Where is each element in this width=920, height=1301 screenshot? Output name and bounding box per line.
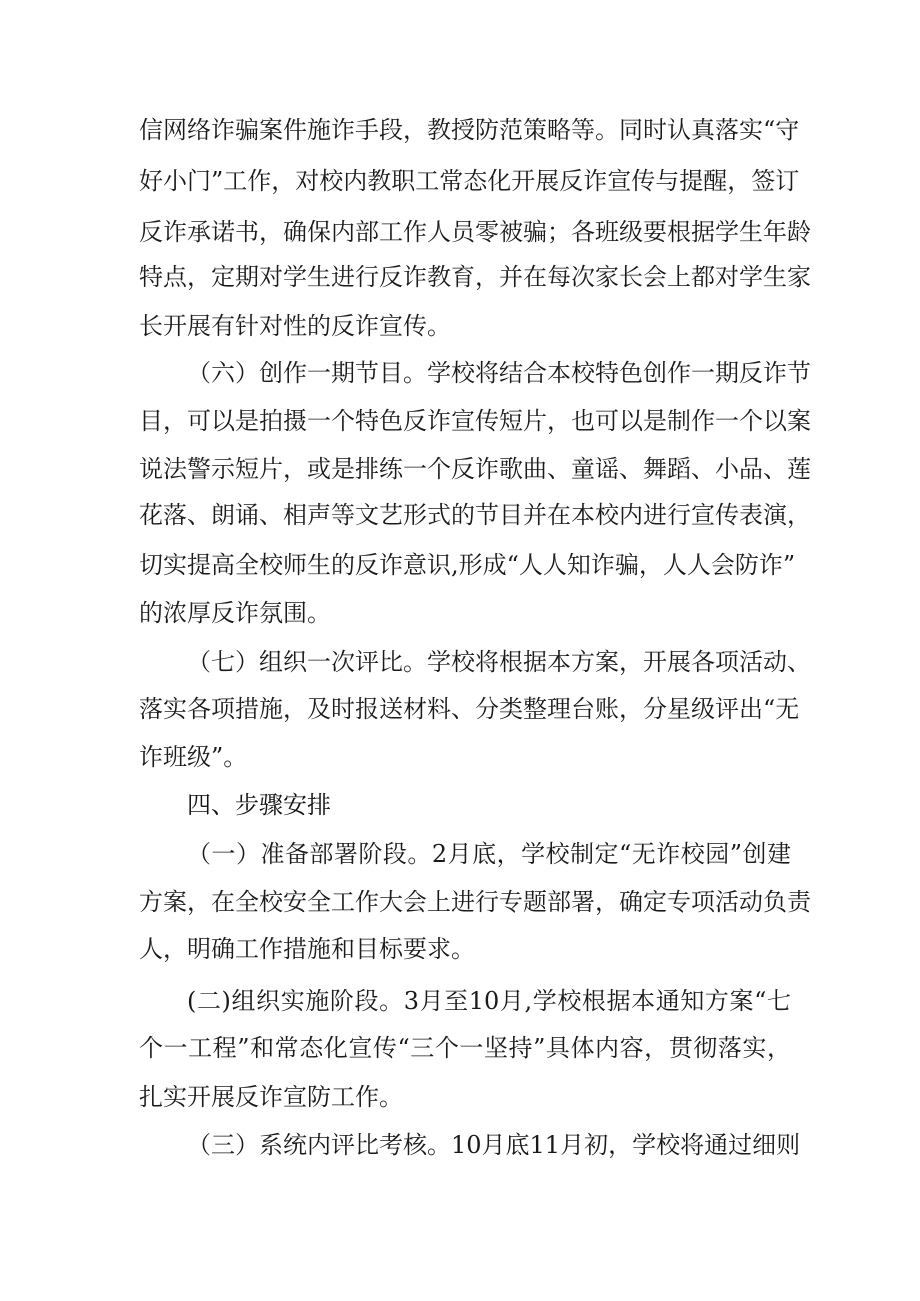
text-line: （六）创作一期节目。学校将结合本校特色创作一期反诈节 <box>187 359 811 387</box>
section-heading: 四、步骤安排 <box>187 791 331 819</box>
text-line: 扎实开展反诈宣防工作。 <box>139 1083 403 1111</box>
text-line: 好小门”工作，对校内教职工常态化开展反诈宣传与提醒，签订 <box>139 167 800 195</box>
text-line: 特点，定期对学生进行反诈教育，并在每次家长会上都对学生家 <box>139 263 811 291</box>
text-line: 花落、朗诵、相声等文艺形式的节目并在本校内进行宣传表演， <box>139 501 811 529</box>
text-line: 信网络诈骗案件施诈手段，教授防范策略等。同时认真落实“守 <box>139 116 800 144</box>
text-line: （三）系统内评比考核。10月底11月初，学校将通过细则 <box>187 1131 801 1159</box>
text-line: (二)组织实施阶段。3月至10月,学校根据本通知方案“七 <box>187 987 791 1015</box>
text-line: （一）准备部署阶段。2月底，学校制定“无诈校园”创建 <box>187 840 791 868</box>
text-line: 长开展有针对性的反诈宣传。 <box>139 312 451 340</box>
text-line: 反诈承诺书，确保内部工作人员零被骗；各班级要根据学生年龄 <box>139 218 811 246</box>
text-line: 的浓厚反诈氛围。 <box>139 599 331 627</box>
text-line: 人，明确工作措施和目标要求。 <box>139 935 475 963</box>
text-line: 目，可以是拍摄一个特色反诈宣传短片，也可以是制作一个以案 <box>139 407 811 435</box>
text-line: 诈班级”。 <box>139 743 248 771</box>
text-line: 方案，在全校安全工作大会上进行专题部署，确定专项活动负责 <box>139 888 811 916</box>
text-line: 说法警示短片，或是排练一个反诈歌曲、童谣、舞蹈、小品、莲 <box>139 455 811 483</box>
text-line: 落实各项措施，及时报送材料、分类整理台账，分星级评出“无 <box>139 695 800 723</box>
text-line: （七）组织一次评比。学校将根据本方案，开展各项活动、 <box>187 648 811 676</box>
text-line: 个一工程”和常态化宣传“三个一坚持”具体内容，贯彻落实， <box>139 1034 791 1062</box>
text-line: 切实提高全校师生的反诈意识,形成“人人知诈骗，人人会防诈” <box>139 551 796 579</box>
